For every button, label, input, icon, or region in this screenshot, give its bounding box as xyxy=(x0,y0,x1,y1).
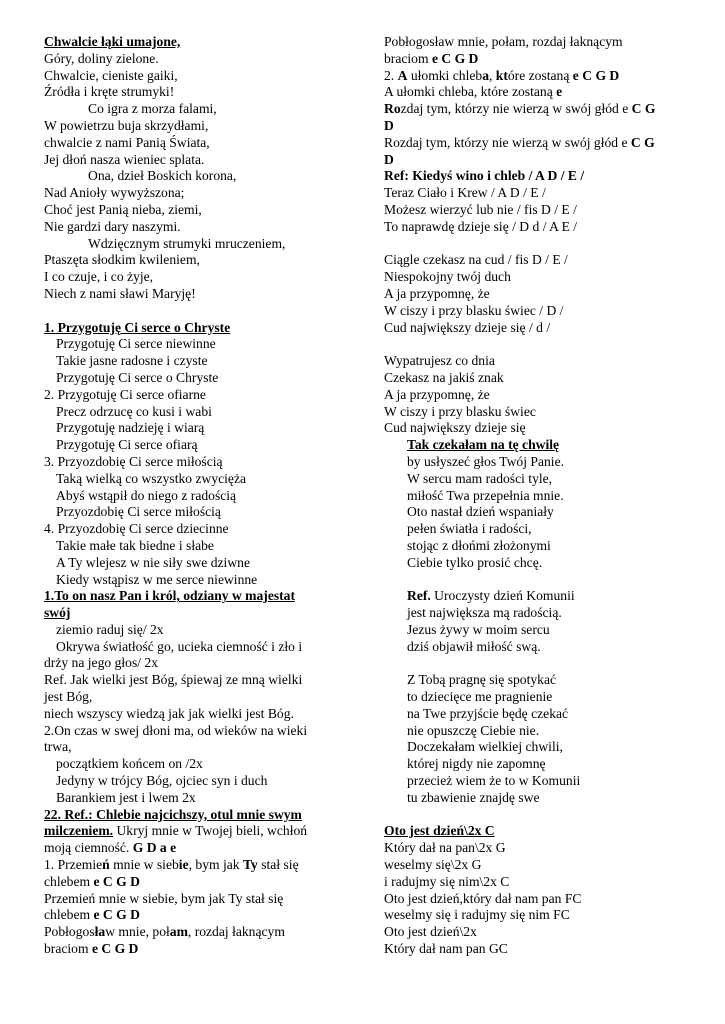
text-line xyxy=(384,101,714,118)
text-line xyxy=(44,370,356,387)
line-text: Chwalcie, cieniste gaiki, xyxy=(44,67,178,83)
text-line xyxy=(44,118,356,135)
line-text: Kiedy wstąpisz w me serce niewinne xyxy=(56,571,258,587)
text-line xyxy=(384,219,714,236)
chord-or-bold-text: D xyxy=(384,117,394,133)
text-line xyxy=(44,622,356,639)
line-text: Przygotuję nadzieję i wiarą xyxy=(56,420,205,436)
text-line xyxy=(384,488,714,505)
line-text: mnie w sieb xyxy=(109,857,179,873)
line-text: drży na jego głos/ 2x xyxy=(44,655,159,671)
line-text: moją ciemność. xyxy=(44,840,133,856)
text-line xyxy=(44,521,356,538)
text-line xyxy=(384,135,714,152)
text-line xyxy=(44,941,356,958)
text-line xyxy=(44,891,356,908)
text-line xyxy=(44,572,356,589)
line-text: Oto jest dzień\2x xyxy=(384,924,477,940)
section-heading: milczeniem. xyxy=(44,823,114,839)
text-line xyxy=(44,84,356,101)
text-line xyxy=(44,874,356,891)
line-text: Takie jasne radosne i czyste xyxy=(56,353,208,369)
chord-or-bold-text: C G xyxy=(631,101,656,117)
line-text: Uroczysty dzień Komunii xyxy=(430,588,575,604)
line-text: tu zbawienie znajdę swe xyxy=(407,789,540,805)
line-text: 2. Przygotuję Ci serce ofiarne xyxy=(44,386,206,402)
text-line xyxy=(384,252,714,269)
chord-or-bold-text: ie xyxy=(178,857,189,873)
line-text: 4. Przyozdobię Ci serce dziecinne xyxy=(44,521,229,537)
line-text: by usłyszeć głos Twój Panie. xyxy=(407,453,564,469)
text-line xyxy=(384,370,714,387)
text-line xyxy=(44,504,356,521)
text-line xyxy=(384,840,714,857)
chord-or-bold-text: a xyxy=(482,67,489,83)
text-line xyxy=(384,689,714,706)
text-line xyxy=(44,219,356,236)
line-text: dziś objawił miłość swą. xyxy=(407,638,541,654)
chord-or-bold-text: Ro xyxy=(384,101,401,117)
text-line xyxy=(384,504,714,521)
line-text: Ciebie tylko prosić chcę. xyxy=(407,554,543,570)
text-line xyxy=(44,538,356,555)
line-text: braciom xyxy=(384,50,432,66)
text-line xyxy=(384,521,714,538)
chord-or-bold-text: ń xyxy=(102,857,110,873)
section-heading: Tak czekałam na tę chwilę xyxy=(407,437,560,453)
line-text: Przygotuję Ci serce o Chryste xyxy=(56,369,219,385)
line-text: Który dał nam pan GC xyxy=(384,941,508,957)
blank-line xyxy=(384,655,714,672)
line-text: I co czuje, i co żyje, xyxy=(44,269,154,285)
line-text: Ref. Jak wielki jest Bóg, śpiewaj ze mną wielki xyxy=(44,672,303,688)
text-line xyxy=(44,437,356,454)
song-column-left xyxy=(44,34,356,958)
line-text: Przemień mnie w siebie, bym jak Ty stał się xyxy=(44,890,284,906)
line-text: Góry, doliny zielone. xyxy=(44,50,159,66)
chord-or-bold-text: e xyxy=(556,84,563,100)
text-line xyxy=(384,303,714,320)
text-line xyxy=(384,51,714,68)
text-line xyxy=(384,823,714,840)
line-text: Teraz Ciało i Krew / A D / E / xyxy=(384,185,546,201)
line-text: trwa, xyxy=(44,739,72,755)
text-line xyxy=(384,706,714,723)
line-text: Pobłogos xyxy=(44,924,95,940)
text-line xyxy=(44,823,356,840)
text-line xyxy=(384,723,714,740)
text-line xyxy=(44,689,356,706)
line-text: Wypatrujesz co dnia xyxy=(384,353,495,369)
text-line xyxy=(384,538,714,555)
line-text: , bym jak xyxy=(188,857,243,873)
line-text: Cud największy dzieje się xyxy=(384,420,526,436)
line-text: óre zostaną xyxy=(507,67,573,83)
chord-or-bold-text: kt xyxy=(495,67,508,83)
text-line xyxy=(384,320,714,337)
text-line xyxy=(44,672,356,689)
text-line xyxy=(44,588,356,605)
line-text: ziemio raduj się/ 2x xyxy=(56,621,164,637)
text-line xyxy=(384,672,714,689)
line-text: Choć jest Panią nieba, ziemi, xyxy=(44,201,202,217)
line-text: Ona, dzieł Boskich korona, xyxy=(88,168,237,184)
text-line xyxy=(44,135,356,152)
line-text: początkiem końcem on /2x xyxy=(56,756,203,772)
line-text: W sercu mam radości tyle, xyxy=(407,470,553,486)
text-line xyxy=(44,152,356,169)
text-line xyxy=(44,639,356,656)
line-text: na Twe przyjście będę czekać xyxy=(407,705,569,721)
line-text: Z Tobą pragnę się spotykać xyxy=(407,672,557,688)
chord-or-bold-text: e C G D xyxy=(93,907,140,923)
chord-or-bold-text: Ref. xyxy=(407,588,431,604)
line-text: Cud największy dzieje się / d / xyxy=(384,319,551,335)
text-line xyxy=(384,924,714,941)
line-text: Doczekałam wielkiej chwili, xyxy=(407,739,563,755)
line-text: Precz odrzucę co kusi i wabi xyxy=(56,403,212,419)
line-text: A ja przypomnę, że xyxy=(384,386,490,402)
line-text: A ja przypomnę, że xyxy=(384,285,490,301)
chord-or-bold-text: G D a e xyxy=(132,840,177,856)
line-text: jest Bóg, xyxy=(44,689,93,705)
text-line xyxy=(44,471,356,488)
text-line xyxy=(384,202,714,219)
text-line xyxy=(44,404,356,421)
section-heading: 1.To on nasz Pan i król, odziany w majestat xyxy=(44,588,295,604)
line-text: W ciszy i przy blasku świec / D / xyxy=(384,302,564,318)
text-line xyxy=(44,840,356,857)
line-text: Pobłogosław mnie, połam, rozdaj łaknącym xyxy=(384,34,623,49)
line-text: Okrywa światłość go, ucieka ciemność i zło i xyxy=(56,638,303,654)
line-text: Jezus żywy w moim sercu xyxy=(407,621,550,637)
text-line xyxy=(384,353,714,370)
text-line xyxy=(44,555,356,572)
line-text: stał się xyxy=(257,857,299,873)
text-line xyxy=(44,387,356,404)
text-line xyxy=(44,706,356,723)
line-text: chlebem xyxy=(44,873,94,889)
text-line xyxy=(44,454,356,471)
text-line xyxy=(44,807,356,824)
text-line xyxy=(384,773,714,790)
text-line xyxy=(44,756,356,773)
line-text: braciom xyxy=(44,941,92,957)
line-text: Niespokojny twój duch xyxy=(384,269,511,285)
text-line xyxy=(384,269,714,286)
line-text: Przyozdobię Ci serce miłością xyxy=(56,504,221,520)
chord-or-bold-text: am xyxy=(169,924,188,940)
line-text: W powietrzu buja skrzydłami, xyxy=(44,117,209,133)
line-text: Oto nastał dzień wspaniały xyxy=(407,504,554,520)
text-line xyxy=(384,437,714,454)
chord-or-bold-text: e C G D xyxy=(572,67,620,83)
line-text: weselmy się i radujmy się nim FC xyxy=(384,907,570,923)
blank-line xyxy=(384,336,714,353)
line-text: niech wszyscy wiedzą jak jak wielki jest Bóg. xyxy=(44,705,294,721)
text-line xyxy=(44,51,356,68)
text-line xyxy=(384,185,714,202)
text-line xyxy=(44,168,356,185)
text-line xyxy=(384,605,714,622)
line-text: Abyś wstąpił do niego z radością xyxy=(56,487,237,503)
text-line xyxy=(44,655,356,672)
text-line xyxy=(44,353,356,370)
line-text: Oto jest dzień,który dał nam pan FC xyxy=(384,890,582,906)
blank-line xyxy=(384,236,714,253)
line-text: Ptaszęta słodkim kwileniem, xyxy=(44,252,200,268)
line-text: Wdzięcznym strumyki mruczeniem, xyxy=(88,235,286,251)
line-text: A ułomki chleba, które zostaną xyxy=(384,84,557,100)
text-line xyxy=(44,739,356,756)
line-text: Rozdaj tym, którzy nie wierzą w swój głód e xyxy=(384,134,631,150)
text-line xyxy=(384,588,714,605)
text-line xyxy=(44,857,356,874)
line-text: W ciszy i przy blasku świec xyxy=(384,403,536,419)
line-text: Taką wielką co wszystko zwycięża xyxy=(56,470,247,486)
line-text: chlebem xyxy=(44,907,94,923)
text-line xyxy=(44,723,356,740)
chord-or-bold-text: e C G D xyxy=(91,941,139,957)
line-text: Przygotuję Ci serce niewinne xyxy=(56,336,216,352)
chord-or-bold-text: Ty xyxy=(242,857,258,873)
line-text: 3. Przyozdobię Ci serce miłością xyxy=(44,453,223,469)
line-text: 2.On czas w swej dłoni ma, od wieków na wieki xyxy=(44,722,308,738)
text-line xyxy=(44,185,356,202)
line-text: Możesz wierzyć lub nie / fis D / E / xyxy=(384,201,577,217)
chord-or-bold-text: D xyxy=(384,151,394,167)
text-line xyxy=(44,924,356,941)
text-line xyxy=(384,420,714,437)
text-line xyxy=(44,252,356,269)
text-line xyxy=(384,555,714,572)
line-text: to dziecięce me pragnienie xyxy=(407,689,553,705)
text-line xyxy=(44,907,356,924)
text-line xyxy=(44,790,356,807)
line-text: A Ty wlejesz w nie siły swe dziwne xyxy=(56,554,250,570)
section-heading: Oto jest dzień\2x C xyxy=(384,823,495,839)
line-text: pełen światła i radości, xyxy=(407,521,532,537)
line-text: , rozdaj łaknącym xyxy=(187,924,285,940)
line-text: jest największa mą radością. xyxy=(407,605,562,621)
text-line xyxy=(384,168,714,185)
text-line xyxy=(44,773,356,790)
line-text: zdaj tym, którzy nie wierzą w swój głód e xyxy=(400,101,632,117)
line-text: Jej dłoń nasza wieniec splata. xyxy=(44,151,205,167)
text-line xyxy=(384,118,714,135)
text-line xyxy=(384,286,714,303)
text-line xyxy=(384,454,714,471)
text-line xyxy=(384,756,714,773)
line-text: nie opuszczę Ciebie nie. xyxy=(407,722,540,738)
line-text: Czekasz na jakiś znak xyxy=(384,369,504,385)
line-text: której nigdy nie zapomnę xyxy=(407,756,546,772)
section-heading: 1. Przygotuję Ci serce o Chryste xyxy=(44,319,231,335)
line-text: Niech z nami sławi Maryję! xyxy=(44,285,196,301)
song-column-right xyxy=(384,34,714,958)
line-text: Który dał na pan\2x G xyxy=(384,840,506,856)
line-text: Nad Anioły wywyższona; xyxy=(44,185,185,201)
line-text: Ciągle czekasz na cud / fis D / E / xyxy=(384,252,568,268)
text-line xyxy=(384,790,714,807)
text-line xyxy=(44,34,356,51)
line-text: weselmy się\2x G xyxy=(384,857,482,873)
text-line xyxy=(44,269,356,286)
line-text: przecież wiem że to w Komunii xyxy=(407,773,581,789)
line-text: 2. xyxy=(384,67,398,83)
line-text: Jedyny w trójcy Bóg, ojciec syn i duch xyxy=(56,773,268,789)
text-line xyxy=(44,605,356,622)
text-line xyxy=(384,639,714,656)
chord-or-bold-text: Ref: Kiedyś wino i chleb / A D / E / xyxy=(384,168,585,184)
text-line xyxy=(384,739,714,756)
section-heading: 22. Ref.: Chlebie najcichszy, otul mnie swym xyxy=(44,806,302,822)
line-text: w mnie, poł xyxy=(105,924,170,940)
line-text: chwalcie z nami Panią Świata, xyxy=(44,134,210,150)
chord-or-bold-text: e C G D xyxy=(93,873,140,889)
text-line xyxy=(44,336,356,353)
text-line xyxy=(384,622,714,639)
line-text: miłość Twa przepełnia mnie. xyxy=(407,487,564,503)
line-text: Przygotuję Ci serce ofiarą xyxy=(56,437,198,453)
line-text: Barankiem jest i lwem 2x xyxy=(56,789,196,805)
blank-line xyxy=(44,303,356,320)
text-line xyxy=(44,236,356,253)
text-line xyxy=(384,857,714,874)
line-text: ułomki chleb xyxy=(407,67,483,83)
line-text: Co igra z morza falami, xyxy=(88,101,217,117)
text-line xyxy=(44,286,356,303)
text-line xyxy=(384,68,714,85)
text-line xyxy=(384,84,714,101)
chord-or-bold-text: A xyxy=(397,67,408,83)
line-text: Nie gardzi dary naszymi. xyxy=(44,218,181,234)
line-text: Ukryj mnie w Twojej bieli, wchłoń xyxy=(113,823,308,839)
text-line xyxy=(384,874,714,891)
text-line xyxy=(384,471,714,488)
section-heading: swój xyxy=(44,605,71,621)
chord-or-bold-text: e C G D xyxy=(431,50,479,66)
text-line xyxy=(44,101,356,118)
section-heading: Chwalcie łąki umajone, xyxy=(44,34,181,49)
line-text: Źródła i kręte strumyki! xyxy=(44,84,175,100)
line-text: To naprawdę dzieje się / D d / A E / xyxy=(384,218,578,234)
text-line xyxy=(384,907,714,924)
text-line xyxy=(44,420,356,437)
line-text: 1. Przemie xyxy=(44,857,103,873)
text-line xyxy=(384,404,714,421)
text-line xyxy=(384,34,714,51)
text-line xyxy=(384,387,714,404)
blank-line xyxy=(384,572,714,589)
line-text: stojąc z dłońmi złożonymi xyxy=(407,537,551,553)
line-text: , xyxy=(488,67,496,83)
line-text: Takie małe tak biedne i słabe xyxy=(56,537,214,553)
chord-or-bold-text: ła xyxy=(94,924,106,940)
text-line xyxy=(384,941,714,958)
text-line xyxy=(44,202,356,219)
text-line xyxy=(384,891,714,908)
text-line xyxy=(44,68,356,85)
text-line xyxy=(44,488,356,505)
line-text: i radujmy się nim\2x C xyxy=(384,873,510,889)
blank-line xyxy=(384,807,714,824)
chord-or-bold-text: C G xyxy=(630,134,655,150)
text-line xyxy=(44,320,356,337)
text-line xyxy=(384,152,714,169)
